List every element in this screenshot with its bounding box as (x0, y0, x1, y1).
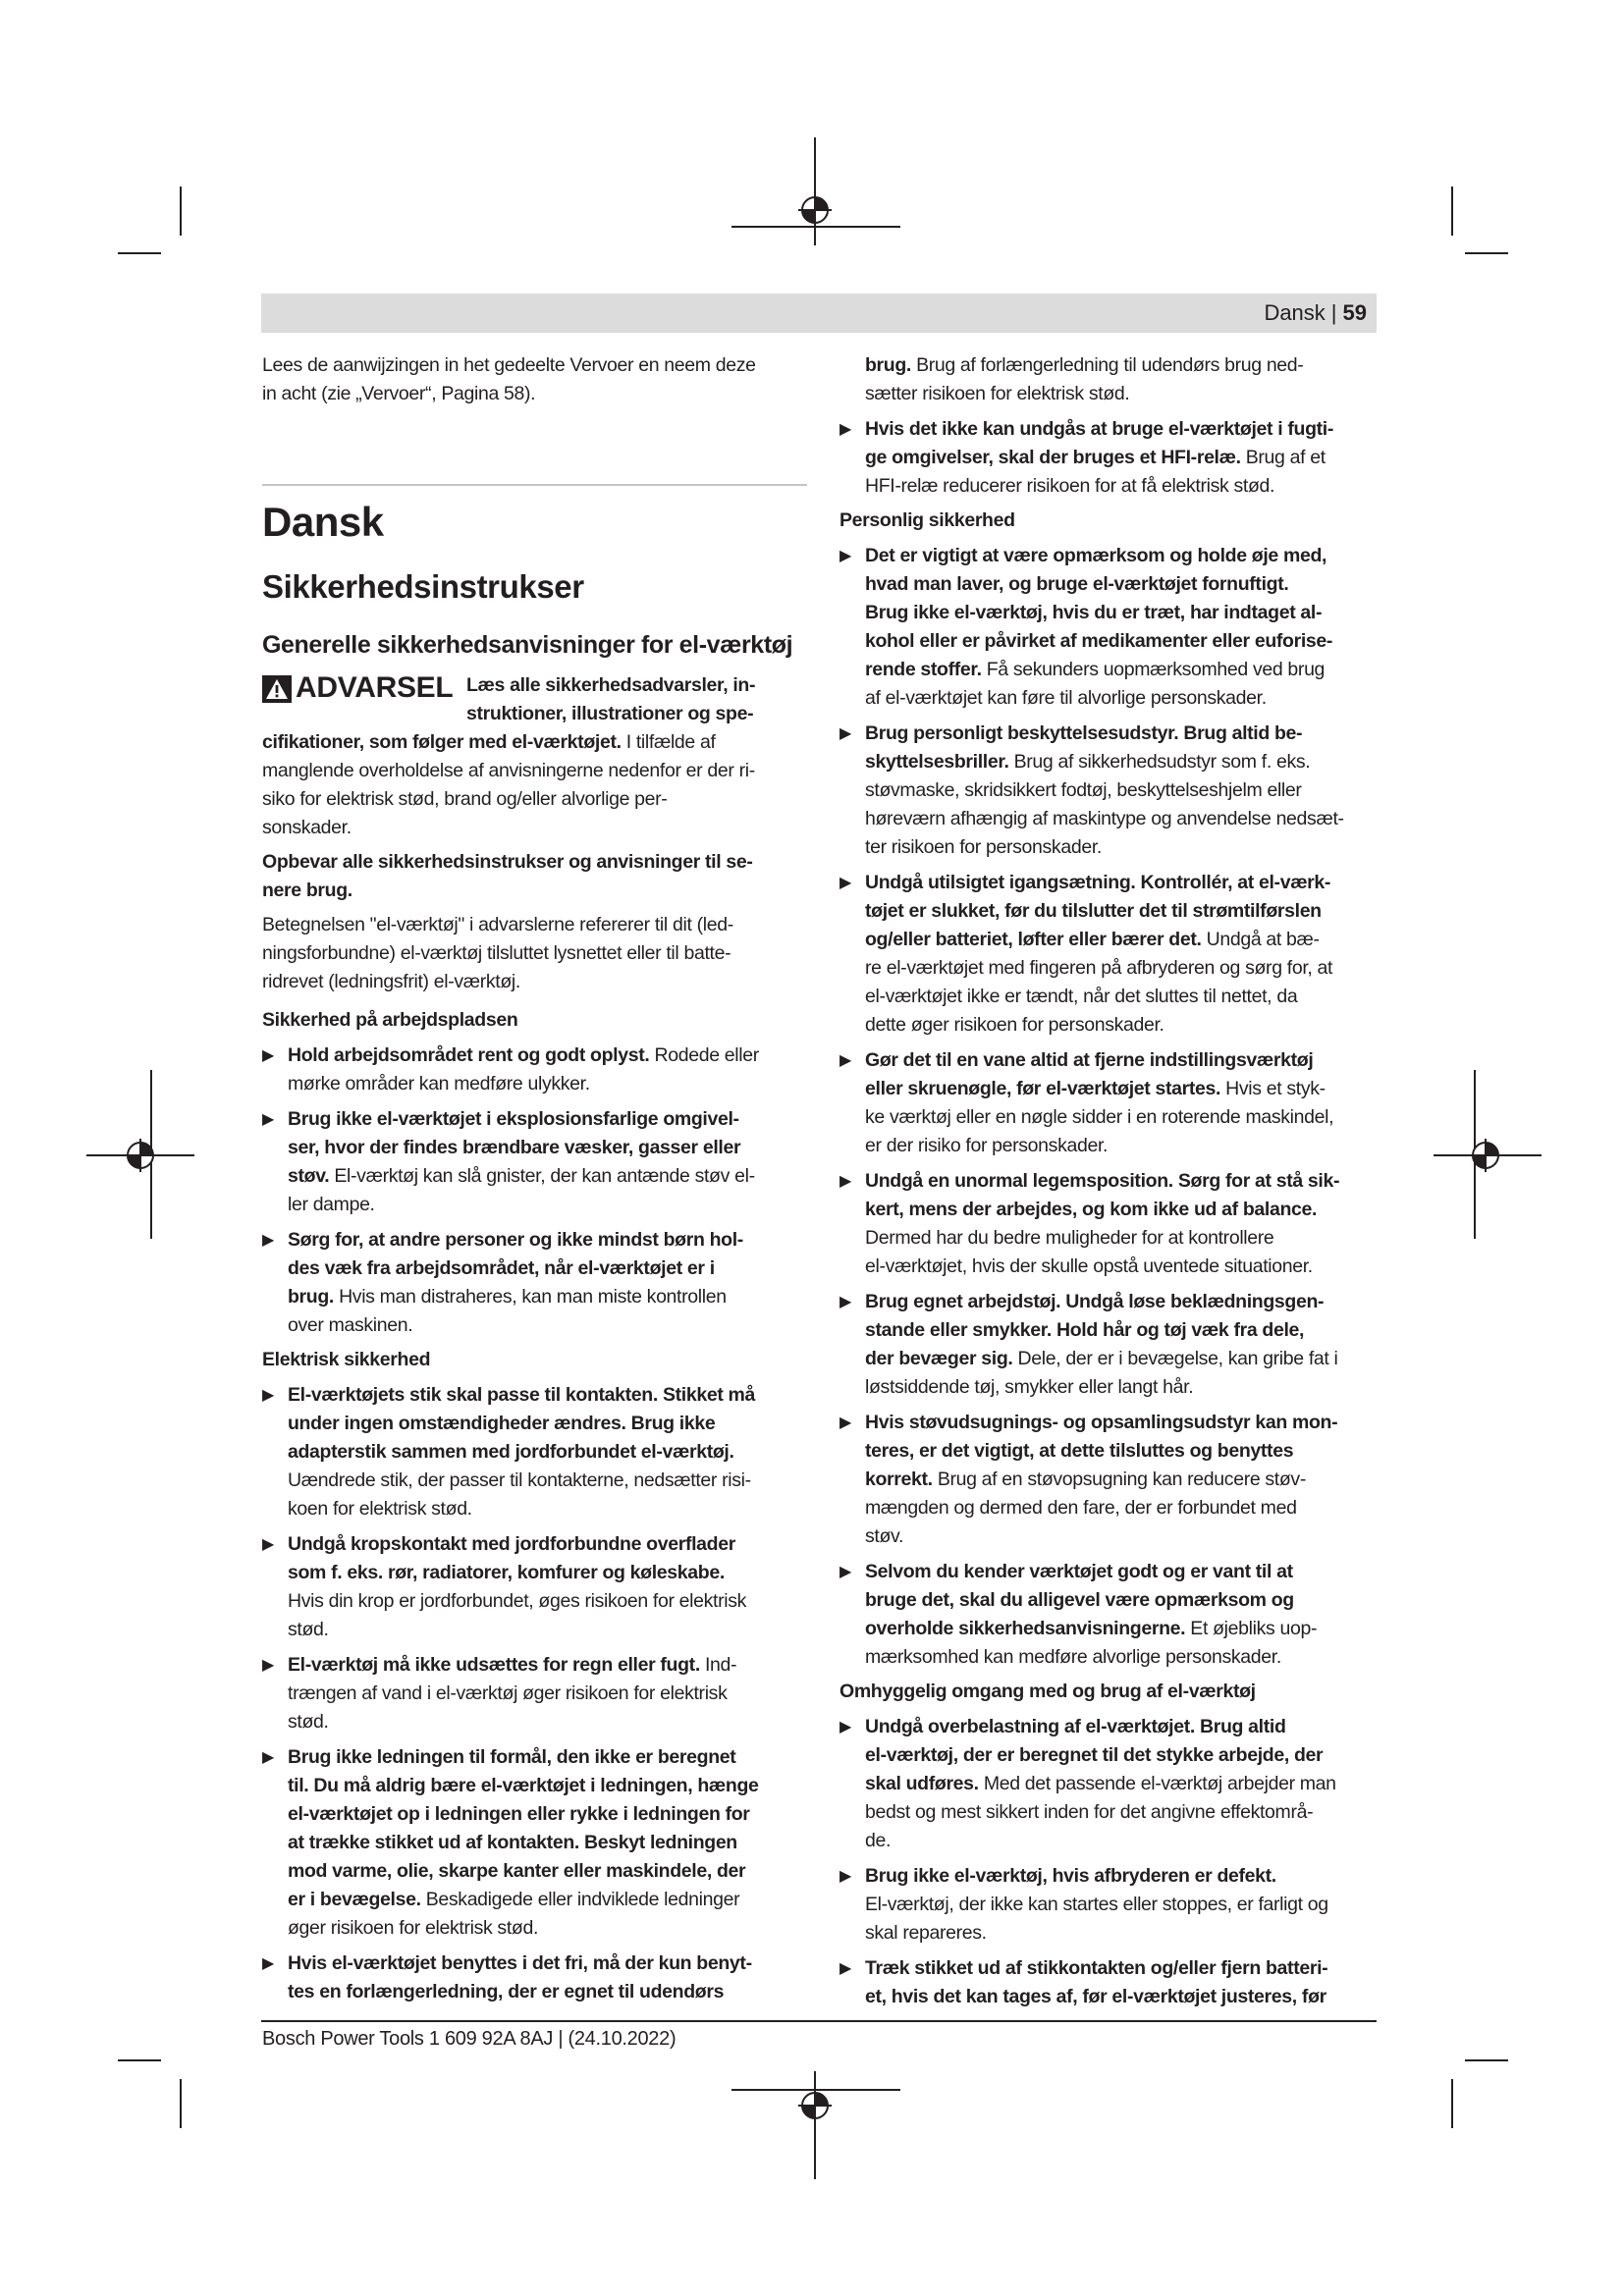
bullet-line: hvad man laver, og bruge el-værktøjet fornuftigt. (865, 573, 1289, 595)
personal-list (839, 542, 1384, 1672)
bullet-line: ge omgivelser, skal der bruges et HFI-relæ. Brug af et (865, 447, 1326, 468)
bullet-item (839, 1862, 1384, 1948)
footer-text: Bosch Power Tools 1 609 92A 8AJ | (24.10.2022) (262, 2028, 677, 2050)
language-title: Dansk (262, 499, 384, 545)
bullet-line: eller skruenøgle, før el-værktøjet startes. Hvis et styk- (865, 1078, 1326, 1099)
bullet-line: brug. Hvis man distraheres, kan man miste kontrollen (288, 1286, 727, 1308)
bullet-line: Hvis el-værktøjet benyttes i det fri, må der kun benyt- (288, 1952, 752, 1974)
bullet-line: overholde sikkerhedsanvisningerne. Et øjebliks uop- (865, 1618, 1318, 1639)
bullet-triangle-icon: ▶ (839, 1960, 851, 1977)
crop-mark-bottom-left-v (180, 2079, 182, 2128)
term-definition (262, 911, 807, 996)
bullet-line: Gør det til en vane altid at fjerne indstillingsværktøj (865, 1049, 1314, 1071)
bullet-line: Hold arbejdsområdet rent og godt oplyst. Rodede eller (288, 1044, 759, 1066)
page-number: 59 (1342, 300, 1367, 325)
bullet-line: HFI-relæ reducerer risikoen for at få elektrisk stød. (865, 475, 1275, 497)
bullet-line: der bevæger sig. Dele, der er i bevægelse, kan gribe fat i (865, 1348, 1338, 1369)
electrical-list (262, 1381, 807, 2006)
bullet-line: el-værktøjet ikke er tændt, når det sluttes til nettet, da (865, 986, 1298, 1007)
continued-line: sætter risikoen for elektrisk stød. (865, 383, 1130, 404)
bullet-line: dette øger risikoen for personskader. (865, 1014, 1164, 1036)
bullet-triangle-icon: ▶ (839, 875, 851, 891)
bullet-triangle-icon: ▶ (262, 1387, 274, 1404)
section-title: Sikkerhedsinstrukser (262, 568, 584, 605)
bullet-line: stød. (288, 1711, 329, 1733)
bullet-line: re el-værktøjet med fingeren på afbryderen og sørg for, at (865, 957, 1333, 979)
bullet-line: Brug ikke el-værktøj, hvis du er træt, har indtaget al- (865, 602, 1323, 623)
bullet-line: og/eller batteriet, løfter eller bærer det. Undgå at bæ- (865, 929, 1320, 950)
bullet-line: stande eller smykker. Hold hår og tøj væk fra dele, (865, 1319, 1305, 1341)
bullet-line: trængen af vand i el-værktøj øger risikoen for elektrisk (288, 1682, 728, 1704)
bullet-line: ke værktøj eller en nøgle sidder i en roterende maskindel, (865, 1106, 1334, 1128)
bullet-item (262, 1226, 807, 1340)
left-column (262, 351, 807, 2006)
bullet-line: skyttelsesbriller. Brug af sikkerhedsudstyr som f. eks. (865, 751, 1311, 773)
bullet-line: er der risiko for personskader. (865, 1135, 1109, 1156)
header-language: Dansk (1264, 300, 1326, 325)
bullet-line: Uændrede stik, der passer til kontakterne, nedsætter risi- (288, 1469, 751, 1491)
bullet-item (839, 542, 1384, 713)
warning-line: manglende overholdelse af anvisningerne nedenfor er der ri- (262, 760, 755, 781)
continued-paragraph (839, 351, 1384, 408)
bullet-line: over maskinen. (288, 1314, 413, 1336)
bullet-line: som f. eks. rør, radiatorer, komfurer og køleskabe. (288, 1562, 725, 1583)
page-header (261, 294, 1377, 333)
bullet-triangle-icon: ▶ (262, 1232, 274, 1249)
bullet-item (262, 1381, 807, 1523)
workplace-list (262, 1041, 807, 1340)
bullet-item (262, 1105, 807, 1219)
bullet-line: korrekt. Brug af en støvopsugning kan reducere støv- (865, 1468, 1306, 1490)
bullet-line: Undgå utilsigtet igangsætning. Kontrollér, at el-værk- (865, 872, 1331, 893)
bullet-line: de. (865, 1830, 892, 1851)
bullet-item (839, 1046, 1384, 1160)
bullet-line: høreværn afhængig af maskintype og anvendelse nedsæt- (865, 808, 1344, 829)
bullet-triangle-icon: ▶ (839, 1719, 851, 1735)
bullet-line: tes en forlængerledning, der er egnet til udendørs (288, 1981, 725, 2002)
bullet-triangle-icon: ▶ (839, 548, 851, 564)
bullet-line: el-værktøjet op i ledningen eller rykke i ledningen for (288, 1803, 750, 1825)
handling-title: Omhyggelig omgang med og brug af el-værktøj (839, 1681, 1256, 1702)
bullet-line: skal udføres. Med det passende el-værktøj arbejder man (865, 1773, 1336, 1794)
right-column (839, 351, 1384, 2011)
bullet-item (839, 1167, 1384, 1281)
bullet-triangle-icon: ▶ (839, 725, 851, 742)
bullet-line: El-værktøj, der ikke kan startes eller stoppes, er farligt og (865, 1894, 1328, 1915)
bullet-line: Undgå en unormal legemsposition. Sørg for at stå sik- (865, 1170, 1340, 1192)
footer-divider (261, 2020, 1377, 2022)
bullet-triangle-icon: ▶ (839, 1052, 851, 1069)
bullet-triangle-icon: ▶ (839, 421, 851, 438)
bullet-line: Hvis det ikke kan undgås at bruge el-værktøjet i fugti- (865, 418, 1334, 440)
bullet-line: Hvis støvudsugnings- og opsamlingsudstyr kan mon- (865, 1412, 1338, 1433)
bullet-triangle-icon: ▶ (839, 1564, 851, 1580)
intro-paragraph (262, 351, 807, 408)
bullet-line: Brug egnet arbejdstøj. Undgå løse beklædningsgen- (865, 1291, 1325, 1312)
bullet-line: koen for elektrisk stød. (288, 1498, 472, 1520)
bullet-triangle-icon: ▶ (839, 1868, 851, 1885)
bullet-line: Dermed har du bedre muligheder for at kontrollere (865, 1227, 1274, 1249)
bullet-line: til. Du må aldrig bære el-værktøjet i ledningen, hænge (288, 1775, 759, 1796)
registration-icon-bottom (798, 2089, 832, 2122)
bullet-line: Brug ikke ledningen til formål, den ikke er beregnet (288, 1746, 736, 1768)
bullet-line: El-værktøj må ikke udsættes for regn eller fugt. Ind- (288, 1654, 737, 1676)
bullet-line: ter risikoen for personskader. (865, 836, 1102, 858)
keep-instructions (262, 848, 807, 905)
bullet-triangle-icon: ▶ (262, 1955, 274, 1972)
bullet-line: Undgå kropskontakt med jordforbundne overflader (288, 1533, 735, 1555)
crop-mark-bottom-right-v (1451, 2079, 1453, 2128)
crop-mark-bottom-right-h (1465, 2059, 1508, 2061)
bullet-item (839, 720, 1384, 862)
bullet-item (262, 1530, 807, 1644)
bullet-line: af el-værktøjet kan føre til alvorlige personskader. (865, 687, 1267, 709)
warning-label: ADVARSEL (296, 671, 454, 704)
crop-mark-bottom-left-h (118, 2059, 161, 2061)
warning-badge (262, 671, 453, 705)
crop-mark-top-right-v (1451, 187, 1453, 236)
term-line: Betegnelsen "el-værktøj" i advarslerne refererer til dit (led- (262, 914, 733, 935)
bullet-line: mod varme, olie, skarpe kanter eller maskindele, der (288, 1860, 746, 1882)
bullet-line: mørke områder kan medføre ulykker. (288, 1073, 590, 1095)
bullet-line: Det er vigtigt at være opmærksom og holde øje med, (865, 545, 1327, 566)
continued-line: brug. Brug af forlængerledning til udendørs brug ned- (865, 354, 1304, 376)
bullet-line: Træk stikket ud af stikkontakten og/eller fjern batteri- (865, 1957, 1328, 1979)
registration-icon-right (1469, 1139, 1502, 1172)
bullet-line: Hvis din krop er jordforbundet, øges risikoen for elektrisk (288, 1590, 747, 1612)
bullet-line: mængden og dermed den fare, der er forbundet med (865, 1497, 1297, 1519)
warning-block (262, 671, 807, 842)
crop-mark-top-right-h (1465, 252, 1508, 254)
bullet-line: Brug ikke el-værktøj, hvis afbryderen er defekt. (865, 1865, 1276, 1887)
bullet-line: des væk fra arbejdsområdet, når el-værktøjet er i (288, 1257, 715, 1279)
bullet-line: Undgå overbelastning af el-værktøjet. Brug altid (865, 1716, 1286, 1737)
bullet-line: øger risikoen for elektrisk stød. (288, 1917, 539, 1939)
reg-line-bottom-v (814, 2071, 816, 2179)
bullet-item (839, 1558, 1384, 1672)
handling-list (839, 1713, 1384, 2011)
bullet-triangle-icon: ▶ (262, 1047, 274, 1064)
bullet-triangle-icon: ▶ (262, 1657, 274, 1674)
bullet-line: El-værktøjets stik skal passe til kontakten. Stikket må (288, 1384, 756, 1406)
section-divider (262, 484, 807, 486)
bullet-line: støv. El-værktøj kan slå gnister, der kan antænde støv el- (288, 1165, 755, 1187)
general-warnings-title: Generelle sikkerhedsanvisninger for el-værktøj (262, 631, 793, 659)
bullet-item (262, 1651, 807, 1736)
warning-line: struktioner, illustrationer og spe- (466, 703, 754, 724)
header-separator: | (1330, 300, 1337, 325)
bullet-item (839, 1409, 1384, 1551)
bullet-triangle-icon: ▶ (839, 1415, 851, 1431)
bullet-triangle-icon: ▶ (262, 1536, 274, 1553)
bullet-line: el-værktøjet, hvis der skulle opstå uventede situationer. (865, 1255, 1313, 1277)
bullet-triangle-icon: ▶ (839, 1294, 851, 1310)
bullet-line: Brug ikke el-værktøjet i eksplosionsfarlige omgivel- (288, 1108, 739, 1130)
bullet-line: mærksomhed kan medføre alvorlige personskader. (865, 1646, 1281, 1668)
registration-icon-left (124, 1139, 157, 1172)
crop-mark-top-left-h (118, 252, 161, 254)
bullet-line: stød. (288, 1619, 329, 1640)
bullet-item (262, 1041, 807, 1098)
bullet-line: bedst og mest sikkert inden for det angivne effektområ- (865, 1801, 1314, 1823)
crop-mark-top-left-v (180, 187, 182, 236)
bullet-line: Sørg for, at andre personer og ikke mindst børn hol- (288, 1229, 743, 1251)
bullet-line: teres, er det vigtigt, at dette tilsluttes og benyttes (865, 1440, 1294, 1462)
bullet-line: løstsiddende tøj, smykker eller langt hår. (865, 1376, 1194, 1398)
bullet-item (262, 1743, 807, 1943)
bullet-line: adapterstik sammen med jordforbundet el-værktøj. (288, 1441, 734, 1463)
term-line: ridrevet (ledningsfrit) el-værktøj. (262, 971, 520, 992)
bullet-line: skal repareres. (865, 1922, 987, 1944)
workplace-title: Sikkerhed på arbejdspladsen (262, 1009, 518, 1031)
warning-line: siko for elektrisk stød, brand og/eller alvorlige per- (262, 788, 668, 810)
bullet-line: under ingen omstændigheder ændres. Brug ikke (288, 1413, 716, 1434)
bullet-line: tøjet er slukket, før du tilslutter det til strømtilførslen (865, 900, 1322, 922)
bullet-line: er i bevægelse. Beskadigede eller indviklede ledninger (288, 1889, 740, 1910)
intro-line: in acht (zie „Vervoer“, Pagina 58). (262, 383, 536, 404)
warning-line: sonskader. (262, 817, 352, 838)
bullet-line: Brug personligt beskyttelsesudstyr. Brug altid be- (865, 722, 1303, 744)
electrical-title: Elektrisk sikkerhed (262, 1349, 431, 1370)
electrical-list-continued (839, 415, 1384, 501)
personal-title: Personlig sikkerhed (839, 509, 1015, 531)
bullet-line: kert, mens der arbejdes, og kom ikke ud af balance. (865, 1199, 1318, 1220)
bullet-line: bruge det, skal du alligevel være opmærksom og (865, 1589, 1294, 1611)
bullet-item (262, 1949, 807, 2006)
keep-line: nere brug. (262, 880, 352, 901)
bullet-item (839, 415, 1384, 501)
bullet-line: ser, hvor der findes brændbare væsker, gasser eller (288, 1137, 741, 1158)
bullet-line: ler dampe. (288, 1194, 375, 1215)
bullet-line: el-værktøj, der er beregnet til det stykke arbejde, der (865, 1744, 1324, 1766)
keep-line: Opbevar alle sikkerhedsinstrukser og anvisninger til se- (262, 851, 753, 873)
bullet-item (839, 869, 1384, 1040)
header-text (1264, 299, 1367, 327)
bullet-line: et, hvis det kan tages af, før el-værktøjet justeres, før (865, 1986, 1326, 2007)
bullet-line: støvmaske, skridsikkert fodtøj, beskyttelseshjelm eller (865, 779, 1302, 801)
bullet-item (839, 1713, 1384, 1855)
bullet-item (839, 1954, 1384, 2011)
reg-line-top-v (814, 137, 816, 245)
warning-triangle-icon (262, 675, 292, 703)
registration-icon-top (798, 193, 832, 227)
bullet-line: Selvom du kender værktøjet godt og er vant til at (865, 1561, 1293, 1582)
bullet-triangle-icon: ▶ (262, 1749, 274, 1766)
bullet-line: kohol eller er påvirket af medikamenter eller euforise- (865, 630, 1333, 652)
warning-line: Læs alle sikkerhedsadvarsler, in- (466, 674, 756, 696)
intro-line: Lees de aanwijzingen in het gedeelte Vervoer en neem deze (262, 354, 756, 376)
warning-line: cifikationer, som følger med el-værktøjet. I tilfælde af (262, 731, 716, 753)
bullet-line: støv. (865, 1525, 904, 1547)
term-line: ningsforbundne) el-værktøj tilsluttet lysnettet eller til batte- (262, 942, 731, 964)
bullet-triangle-icon: ▶ (839, 1173, 851, 1190)
bullet-item (839, 1288, 1384, 1402)
bullet-line: rende stoffer. Få sekunders uopmærksomhed ved brug (865, 659, 1326, 680)
bullet-line: at trække stikket ud af kontakten. Beskyt ledningen (288, 1832, 737, 1853)
bullet-triangle-icon: ▶ (262, 1111, 274, 1128)
